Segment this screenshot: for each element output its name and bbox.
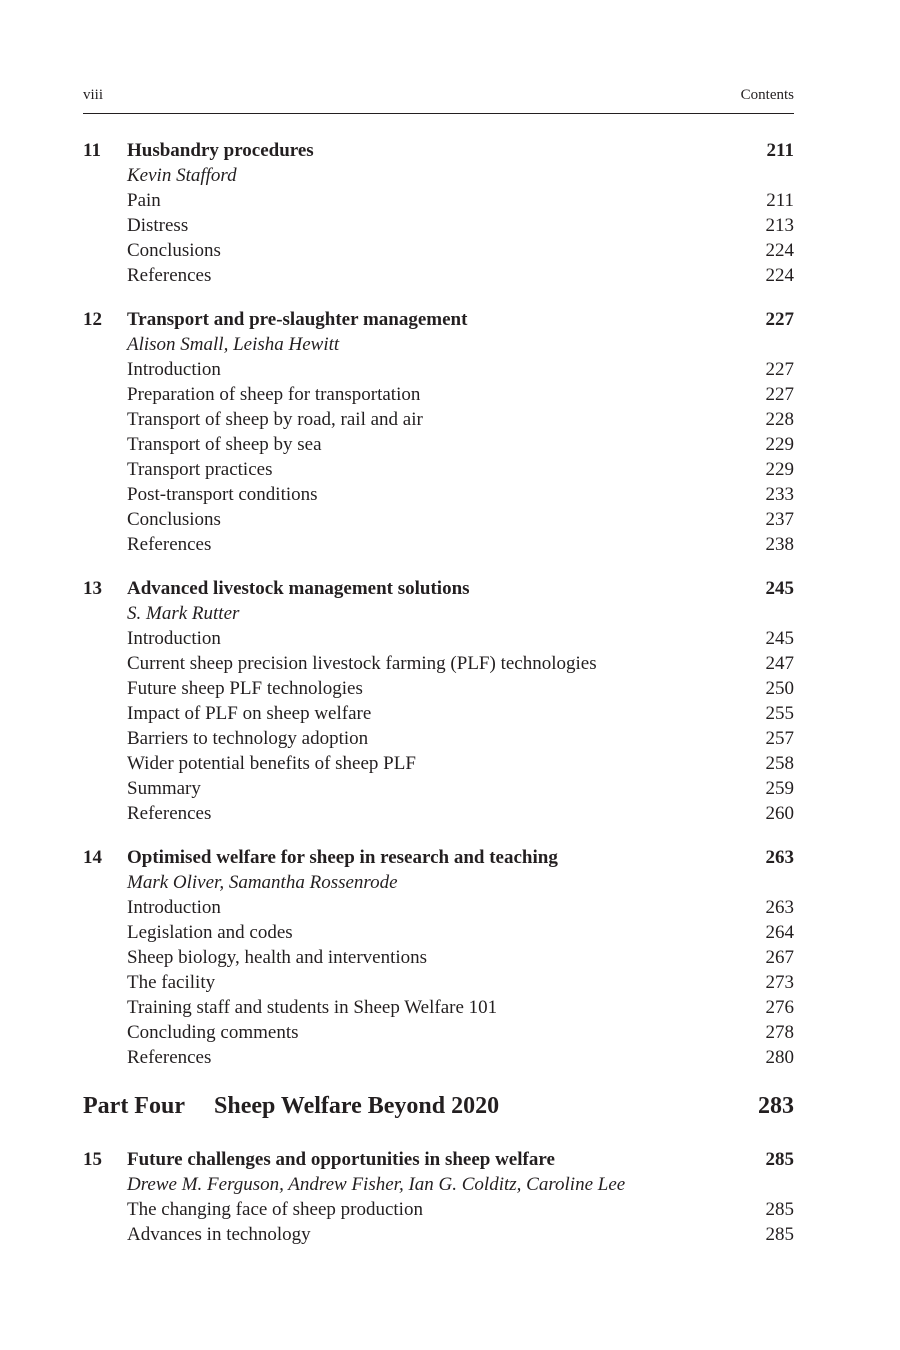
chapter-page: 227	[765, 309, 794, 330]
toc-entry[interactable]	[83, 945, 794, 970]
entry-title: Introduction	[127, 628, 221, 649]
entry-title: Impact of PLF on sheep welfare	[127, 703, 372, 724]
toc-entry[interactable]	[83, 532, 794, 557]
entry-page: 259	[765, 778, 794, 799]
running-head	[83, 87, 794, 107]
entry-page: 227	[765, 359, 794, 380]
chapter-page: 211	[766, 140, 794, 161]
entry-page: 229	[765, 459, 794, 480]
entry-page: 267	[765, 947, 794, 968]
page-folio: viii	[83, 87, 104, 103]
toc-entry[interactable]	[83, 651, 794, 676]
toc-entry[interactable]	[83, 407, 794, 432]
chapter-authors: S. Mark Rutter	[127, 603, 240, 624]
entry-title: Legislation and codes	[127, 922, 293, 943]
entry-title: Current sheep precision livestock farming (PLF) technologies	[127, 653, 597, 674]
chapter-number: 11	[83, 140, 101, 161]
toc-entry[interactable]	[83, 970, 794, 995]
entry-page: 238	[765, 534, 794, 555]
toc-entry[interactable]	[83, 213, 794, 238]
chapter-title-row[interactable]	[83, 1147, 794, 1172]
running-head-title: Contents	[740, 87, 794, 103]
header-rule	[83, 113, 794, 114]
part-page: 283	[758, 1093, 794, 1119]
chapter-authors: Alison Small, Leisha Hewitt	[127, 334, 340, 355]
entry-page: 264	[765, 922, 794, 943]
toc-entry[interactable]	[83, 482, 794, 507]
chapter-title-row[interactable]	[83, 138, 794, 163]
toc-entry[interactable]	[83, 626, 794, 651]
chapter-title-row[interactable]	[83, 845, 794, 870]
entry-page: 213	[765, 215, 794, 236]
toc-entry[interactable]	[83, 726, 794, 751]
entry-title: References	[127, 1047, 212, 1068]
entry-page: 258	[765, 753, 794, 774]
chapter-authors: Mark Oliver, Samantha Rossenrode	[127, 872, 398, 893]
toc-entry[interactable]	[83, 895, 794, 920]
toc-entry[interactable]	[83, 1020, 794, 1045]
part-label: Part Four	[83, 1093, 185, 1119]
toc-entry[interactable]	[83, 188, 794, 213]
entry-page: 273	[765, 972, 794, 993]
toc-entry[interactable]	[83, 701, 794, 726]
entry-page: 278	[765, 1022, 794, 1043]
part-title: Sheep Welfare Beyond 2020	[214, 1093, 500, 1119]
toc-entry[interactable]	[83, 382, 794, 407]
toc-entry[interactable]	[83, 238, 794, 263]
entry-page: 247	[765, 653, 794, 674]
chapter-title-row[interactable]	[83, 307, 794, 332]
entry-page: 245	[765, 628, 794, 649]
chapter-number: 12	[83, 309, 102, 330]
chapter-13	[83, 576, 794, 826]
toc-entry[interactable]	[83, 676, 794, 701]
entry-page: 250	[765, 678, 794, 699]
entry-page: 285	[765, 1224, 794, 1245]
chapter-title: Future challenges and opportunities in sheep welfare	[127, 1149, 555, 1170]
entry-page: 280	[765, 1047, 794, 1068]
entry-title: Transport of sheep by sea	[127, 434, 322, 455]
toc-entry[interactable]	[83, 357, 794, 382]
entry-title: The facility	[127, 972, 216, 993]
entry-title: Transport practices	[127, 459, 273, 480]
toc-entry[interactable]	[83, 1222, 794, 1247]
chapter-number: 13	[83, 578, 102, 599]
entry-page: 233	[765, 484, 794, 505]
entry-page: 229	[765, 434, 794, 455]
toc-entry[interactable]	[83, 1045, 794, 1070]
toc-entry[interactable]	[83, 801, 794, 826]
entry-title: Concluding comments	[127, 1022, 299, 1043]
chapter-12	[83, 307, 794, 557]
entry-title: Introduction	[127, 359, 221, 380]
chapter-authors-row	[83, 870, 794, 895]
toc-entry[interactable]	[83, 263, 794, 288]
entry-title: Conclusions	[127, 240, 221, 261]
chapter-number: 14	[83, 847, 102, 868]
toc-entry[interactable]	[83, 995, 794, 1020]
entry-title: Post-transport conditions	[127, 484, 318, 505]
chapter-page: 263	[765, 847, 794, 868]
entry-title: Pain	[127, 190, 161, 211]
entry-page: 263	[765, 897, 794, 918]
entry-page: 224	[765, 240, 794, 261]
part-heading[interactable]	[83, 1089, 794, 1123]
entry-page: 255	[765, 703, 794, 724]
toc-entry[interactable]	[83, 751, 794, 776]
chapter-authors-row	[83, 163, 794, 188]
chapter-authors-row	[83, 1172, 794, 1197]
chapter-authors-row	[83, 601, 794, 626]
toc-entry[interactable]	[83, 920, 794, 945]
entry-title: Distress	[127, 215, 189, 236]
entry-title: Future sheep PLF technologies	[127, 678, 363, 699]
entry-page: 227	[765, 384, 794, 405]
chapter-14	[83, 845, 794, 1070]
chapter-authors: Drewe M. Ferguson, Andrew Fisher, Ian G. Colditz, Caroline Lee	[127, 1174, 626, 1195]
toc-entry[interactable]	[83, 432, 794, 457]
toc-entry[interactable]	[83, 507, 794, 532]
chapter-title: Advanced livestock management solutions	[127, 578, 470, 599]
entry-page: 257	[765, 728, 794, 749]
entry-page: 237	[765, 509, 794, 530]
entry-page: 224	[765, 265, 794, 286]
chapter-title: Optimised welfare for sheep in research and teaching	[127, 847, 558, 868]
entry-title: Preparation of sheep for transportation	[127, 384, 421, 405]
entry-page: 276	[765, 997, 794, 1018]
chapter-title: Husbandry procedures	[127, 140, 314, 161]
chapter-title-row[interactable]	[83, 576, 794, 601]
entry-title: Barriers to technology adoption	[127, 728, 369, 749]
table-of-contents	[83, 138, 794, 1266]
chapter-page: 245	[765, 578, 794, 599]
chapter-number: 15	[83, 1149, 102, 1170]
entry-title: References	[127, 534, 212, 555]
entry-title: Introduction	[127, 897, 221, 918]
entry-title: Advances in technology	[127, 1224, 311, 1245]
entry-page: 260	[765, 803, 794, 824]
toc-entry[interactable]	[83, 776, 794, 801]
entry-title: The changing face of sheep production	[127, 1199, 423, 1220]
entry-page: 285	[765, 1199, 794, 1220]
entry-title: Sheep biology, health and interventions	[127, 947, 428, 968]
entry-title: Conclusions	[127, 509, 221, 530]
entry-title: Transport of sheep by road, rail and air	[127, 409, 423, 430]
entry-title: Summary	[127, 778, 201, 799]
toc-entry[interactable]	[83, 1197, 794, 1222]
chapter-authors-row	[83, 332, 794, 357]
chapter-11	[83, 138, 794, 288]
chapter-authors: Kevin Stafford	[127, 165, 237, 186]
entry-page: 211	[766, 190, 794, 211]
entry-page: 228	[765, 409, 794, 430]
entry-title: References	[127, 265, 212, 286]
chapter-page: 285	[765, 1149, 794, 1170]
chapter-15	[83, 1147, 794, 1247]
chapter-title: Transport and pre-slaughter management	[127, 309, 468, 330]
entry-title: References	[127, 803, 212, 824]
entry-title: Wider potential benefits of sheep PLF	[127, 753, 416, 774]
toc-entry[interactable]	[83, 457, 794, 482]
entry-title: Training staff and students in Sheep Welfare 101	[127, 997, 498, 1018]
